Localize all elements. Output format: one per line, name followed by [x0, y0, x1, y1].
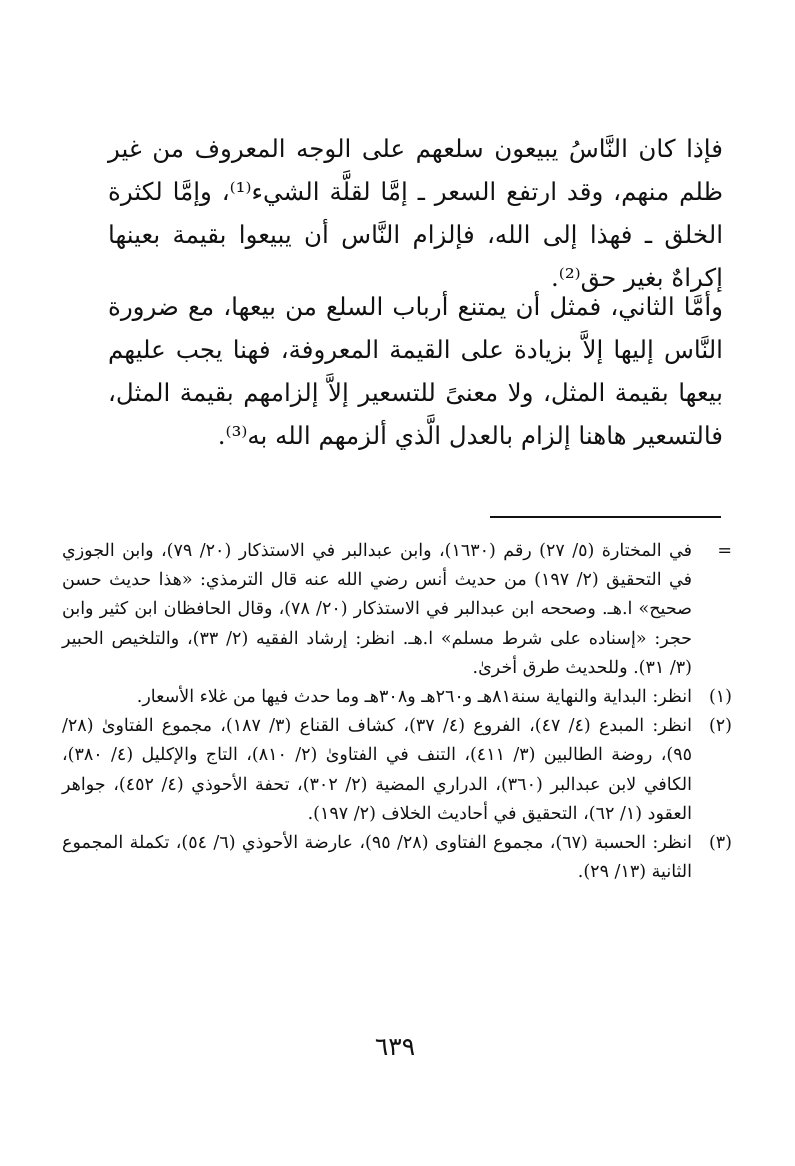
footnote-marker: = [717, 541, 732, 561]
footnote-2 [62, 712, 732, 829]
main-paragraph-1 [108, 127, 723, 299]
paragraph-text: وأمَّا الثاني، فمثل أن يمتنع أرباب السلع من بيعها، مع ضرورة النَّاس إليها إلاَّ بزيادة على القيمة المعروفة، فهنا يجب عليهم بيعها بقيمة المثل، ولا معنىً للتسعير إلاَّ إلزامهم بقيمة المثل، فالتسعير هاهنا إلزام بالعدل الَّذي ألزمهم الله به⁽³⁾. [108, 292, 723, 450]
footnote-marker: (١) [708, 687, 732, 708]
footnote-divider [490, 516, 721, 518]
footnote-1 [62, 683, 732, 712]
footnotes-section [62, 537, 732, 887]
footnote-marker: (٢) [708, 716, 732, 737]
footnote-text: في المختارة (٥/ ٢٧) رقم (١٦٣٠)، وابن عبدالبر في الاستذكار (٢٠/ ٧٩)، وابن الجوزي في التحقيق (٢/ ١٩٧) من حديث أنس رضي الله عنه قال الترمذي: «هذا حديث حسن صحيح» ا.هـ. وصححه ابن عبدالبر في الاستذكار (٢٠/ ٧٨)، وقال الحافظان ابن كثير وابن حجر: «إسناده على شرط مسلم» ا.هـ. انظر: إرشاد الفقيه (٢/ ٣٣)، والتلخيص الحبير (٣/ ٣١). وللحديث طرق أخرىٰ. [62, 541, 693, 678]
footnote-text: انظر: الحسبة (٦٧)، مجموع الفتاوى (٢٨/ ٩٥)، عارضة الأحوذي (٦/ ٥٤)، تكملة المجموع الثانية (١٣/ ٢٩). [62, 833, 692, 883]
footnote-continuation [62, 537, 732, 683]
footnote-text: انظر: البداية والنهاية سنة٨١هـ و٢٦٠هـ و٣٠٨هـ وما حدث فيها من غلاء الأسعار. [136, 687, 692, 708]
footnote-text: انظر: المبدع (٤/ ٤٧)، الفروع (٤/ ٣٧)، كشاف القناع (٣/ ١٨٧)، مجموع الفتاوىٰ (٢٨/ ٩٥)، روضة الطالبين (٣/ ٤١١)، التنف في الفتاوىٰ (٢/ ٨١٠)، التاج والإكليل (٤/ ٣٨٠)، الكافي لابن عبدالبر (٣٦٠)، الدراري المضية (٢/ ٣٠٢)، تحفة الأحوذي (٤/ ٤٥٢)، جواهر العقود (١/ ٦٢)، التحقيق في أحاديث الخلاف (٢/ ١٩٧). [62, 716, 692, 824]
paragraph-text: فإذا كان النَّاسُ يبيعون سلعهم على الوجه المعروف من غير ظلم منهم، وقد ارتفع السعر ـ إمَّا لقلَّة الشيء⁽¹⁾، وإمَّا لكثرة الخلق ـ فهذا إلى الله، فإلزام النَّاس أن يبيعوا بقيمة بعينها إكراهٌ بغير حق⁽²⁾. [108, 134, 723, 292]
footnote-marker: (٣) [708, 833, 732, 854]
footnote-3 [62, 829, 732, 887]
page-number: ٦٣٩ [374, 1032, 416, 1061]
main-paragraph-2 [108, 285, 723, 457]
